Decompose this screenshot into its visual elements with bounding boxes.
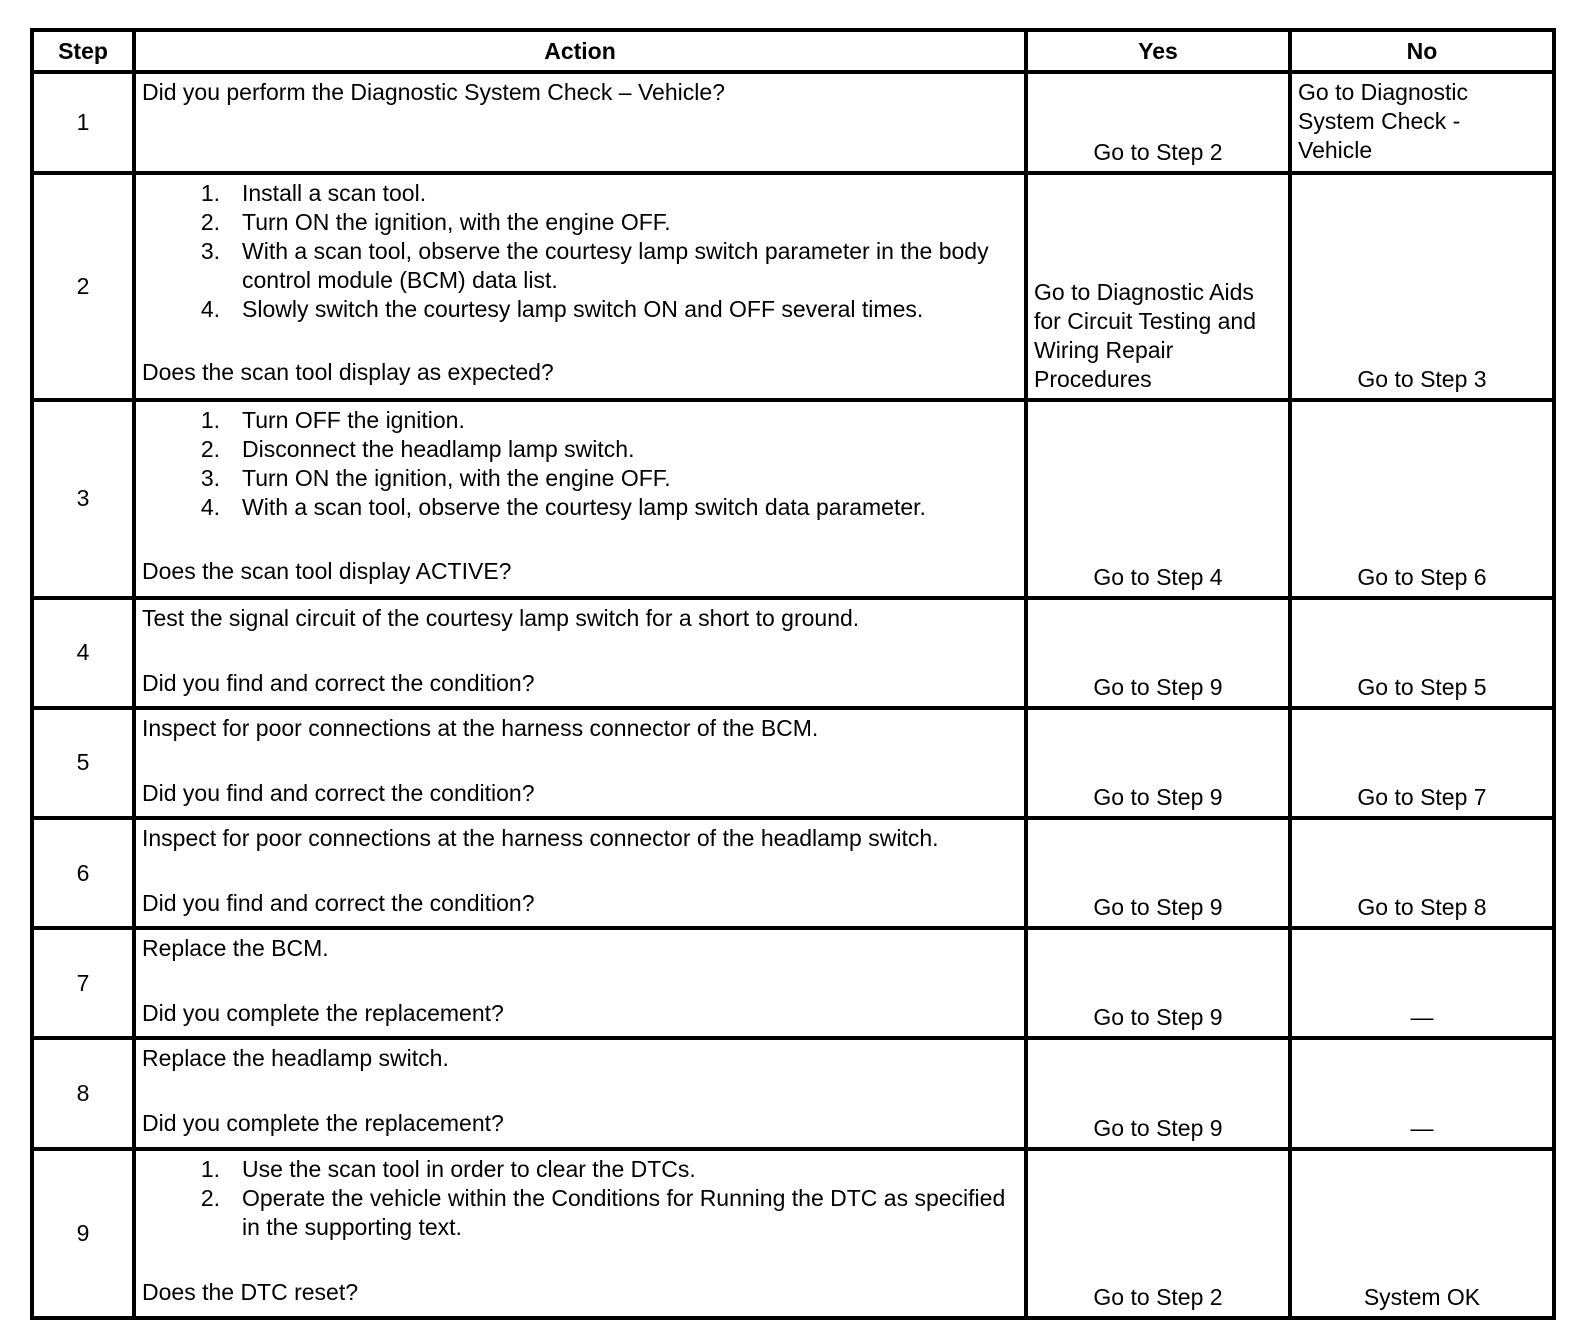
action-step: Operate the vehicle within the Conditions for Running the DTC as specified in the supporting text. xyxy=(242,1184,1006,1240)
action-step: Turn ON the ignition, with the engine OFF. xyxy=(242,464,671,491)
action-cell xyxy=(134,1038,1026,1148)
action-steps-list xyxy=(142,179,1018,324)
header-step: Step xyxy=(32,30,134,72)
yes-result: Go to Step 9 xyxy=(1026,598,1290,708)
header-no: No xyxy=(1290,30,1554,72)
yes-result: Go to Step 4 xyxy=(1026,400,1290,598)
table-row xyxy=(32,928,1554,1038)
step-number: 4 xyxy=(32,598,134,708)
yes-result: Go to Step 9 xyxy=(1026,818,1290,928)
step-number: 8 xyxy=(32,1038,134,1148)
table-row xyxy=(32,708,1554,818)
action-cell xyxy=(134,818,1026,928)
action-cell xyxy=(134,598,1026,708)
yes-result: Go to Step 9 xyxy=(1026,1038,1290,1148)
yes-result: Go to Step 2 xyxy=(1026,1149,1290,1318)
action-cell xyxy=(134,708,1026,818)
action-cell xyxy=(134,1149,1026,1318)
no-result: Go to Step 5 xyxy=(1290,598,1554,708)
step-number: 1 xyxy=(32,72,134,173)
action-steps-list xyxy=(142,406,1018,522)
no-result: — xyxy=(1290,1038,1554,1148)
table-row xyxy=(32,173,1554,400)
step-number: 9 xyxy=(32,1149,134,1318)
action-instruction: Replace the BCM. xyxy=(142,935,329,962)
action-question: Does the DTC reset? xyxy=(142,1278,359,1305)
action-instruction: Did you perform the Diagnostic System Check – Vehicle? xyxy=(142,79,725,105)
action-question: Did you find and correct the condition? xyxy=(142,669,535,696)
action-question: Did you complete the replacement? xyxy=(142,1110,504,1137)
step-number: 5 xyxy=(32,708,134,818)
step-number: 3 xyxy=(32,400,134,598)
no-result: Go to Step 6 xyxy=(1290,400,1554,598)
action-step: Use the scan tool in order to clear the DTCs. xyxy=(242,1155,696,1182)
table-row xyxy=(32,818,1554,928)
header-row xyxy=(32,30,1554,72)
action-question: Did you complete the replacement? xyxy=(142,1000,504,1027)
action-steps-list xyxy=(142,1155,1018,1242)
step-number: 7 xyxy=(32,928,134,1038)
diagnostic-table xyxy=(30,28,1556,1320)
step-number: 6 xyxy=(32,818,134,928)
yes-result: Go to Diagnostic Aids for Circuit Testing and Wiring Repair Procedures xyxy=(1026,173,1290,400)
action-instruction: Inspect for poor connections at the harness connector of the headlamp switch. xyxy=(142,824,939,851)
action-question: Did you find and correct the condition? xyxy=(142,779,535,806)
action-step: Turn ON the ignition, with the engine OFF. xyxy=(242,209,671,236)
action-cell xyxy=(134,173,1026,400)
action-question: Does the scan tool display as expected? xyxy=(142,359,554,386)
yes-result: Go to Step 9 xyxy=(1026,708,1290,818)
action-step: Disconnect the headlamp lamp switch. xyxy=(242,435,635,462)
table-row xyxy=(32,72,1554,173)
table-row xyxy=(32,1038,1554,1148)
header-yes: Yes xyxy=(1026,30,1290,72)
action-cell xyxy=(134,928,1026,1038)
no-result: Go to Step 8 xyxy=(1290,818,1554,928)
action-question: Did you find and correct the condition? xyxy=(142,889,535,916)
action-instruction: Replace the headlamp switch. xyxy=(142,1045,449,1072)
no-result: — xyxy=(1290,928,1554,1038)
no-result: Go to Step 3 xyxy=(1290,173,1554,400)
table-row xyxy=(32,400,1554,598)
action-cell xyxy=(134,400,1026,598)
no-result: Go to Diagnostic System Check - Vehicle xyxy=(1290,72,1554,173)
no-result: Go to Step 7 xyxy=(1290,708,1554,818)
action-instruction: Test the signal circuit of the courtesy lamp switch for a short to ground. xyxy=(142,604,860,631)
step-number: 2 xyxy=(32,173,134,400)
action-cell xyxy=(134,72,1026,173)
action-step: With a scan tool, observe the courtesy lamp switch parameter in the body control module (BCM) data list. xyxy=(242,238,989,294)
no-result: System OK xyxy=(1290,1149,1554,1318)
action-step: With a scan tool, observe the courtesy lamp switch data parameter. xyxy=(242,493,926,520)
table-row xyxy=(32,598,1554,708)
table-row xyxy=(32,1149,1554,1318)
action-step: Slowly switch the courtesy lamp switch ON and OFF several times. xyxy=(242,296,924,323)
yes-result: Go to Step 2 xyxy=(1026,72,1290,173)
yes-result: Go to Step 9 xyxy=(1026,928,1290,1038)
header-action: Action xyxy=(134,30,1026,72)
action-step: Install a scan tool. xyxy=(242,180,427,207)
action-instruction: Inspect for poor connections at the harness connector of the BCM. xyxy=(142,714,819,741)
action-step: Turn OFF the ignition. xyxy=(242,406,465,433)
action-question: Does the scan tool display ACTIVE? xyxy=(142,557,512,584)
